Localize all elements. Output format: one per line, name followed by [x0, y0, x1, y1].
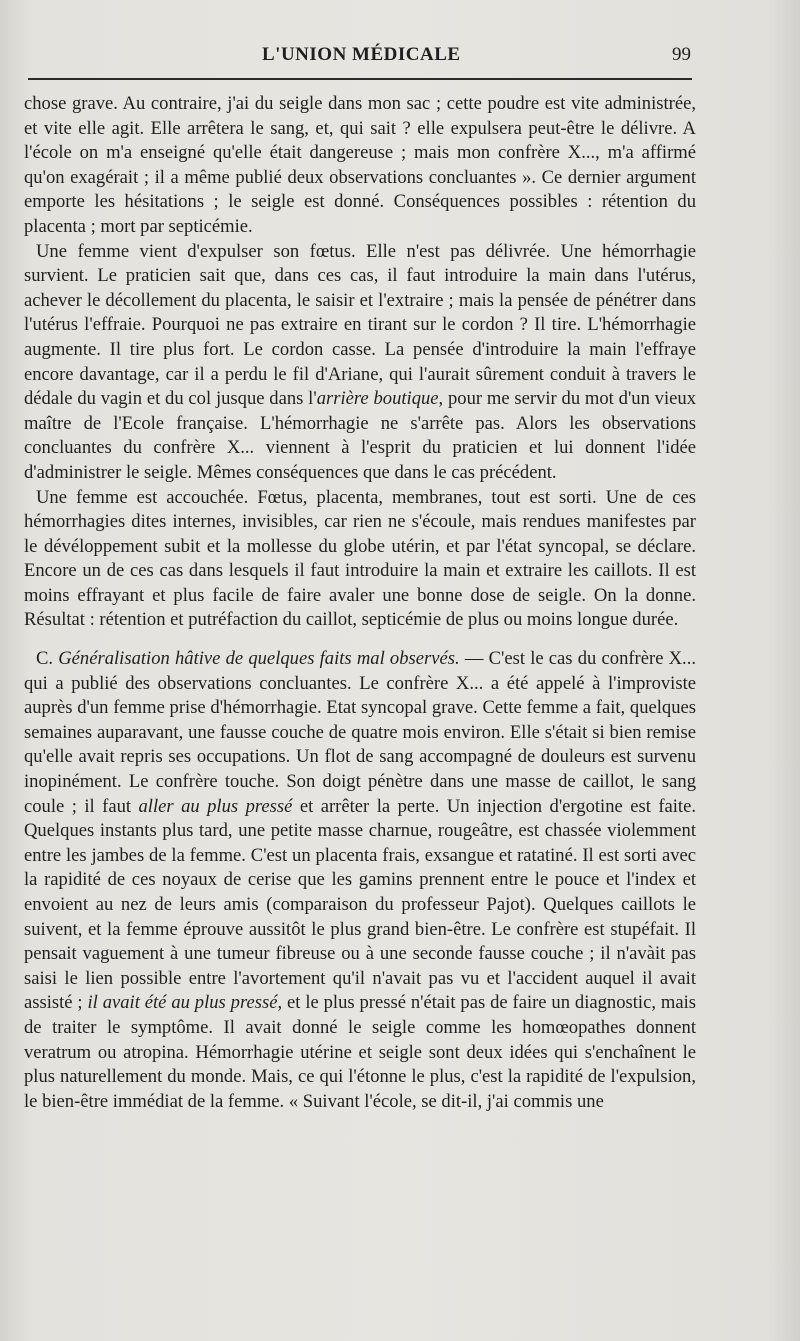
page-number: 99	[672, 44, 691, 65]
section-letter: C.	[36, 648, 59, 670]
paragraph-3-text: Une femme est accouchée. Fœtus, placenta, membranes, tout est sorti. Une de ces hémorrhagies dites internes, invisibles, car rien ne s'écoule, mais rendues manifestes par le dévéloppement subit et la mollesse du globe utérin, et par l'état syncopal, se déclare. Encore un de ces cas dans lesquels il faut introduire la main et extraire les caillots. Il est moins effrayant et plus facile de faire avaler une bonne dose de seigle. On la donne. Résultat : rétention et putréfaction du caillot, septicémie de plus ou moins longue durée.	[24, 486, 696, 631]
paragraph-3	[24, 486, 696, 634]
running-title: L'UNION MÉDICALE	[262, 44, 461, 65]
page-header	[0, 44, 800, 74]
body-text	[24, 92, 696, 1114]
paragraph-2-text-b: , pour me servir du mot d'un vieux maître de l'Ecole française. L'hémorrhagie ne s'arrête pas. Alors les observations concluantes du confrère X... viennent à l'esprit du praticien et lui donnent l'idée d'administrer le seigle. Mêmes conséquences que dans le cas précédent.	[24, 388, 696, 483]
paragraph-4-italic-2: il avait été au plus pressé	[87, 992, 278, 1014]
paragraph-4-text-b: et arrêter la perte. Un injection d'ergotine est faite. Quelques instants plus tard, une petite masse charnue, rougeâtre, est chassée violemment entre les jambes de la femme. C'est un placenta frais, exsangue et ratatiné. Il est sorti avec la rapidité de ces noyaux de cerise que les gamins prennent entre le pouce et l'index et envoient au nez de leurs amis (comparaison du professeur Pajot). Quelques caillots le suivent, et la femme éprouve aussitôt le plus grand bien-être. Le confrère est stupéfait. Il pensait vaguement à une tumeur fibreuse ou à une seconde fausse couche ; il n'avàit pas saisi le lien possible entre l'avortement qu'il n'avait pas vu et l'accident auquel il avait assisté ;	[24, 795, 696, 1014]
paragraph-4-text-c: , et le plus pressé n'était pas de faire un diagnostic, mais de traiter le symptôme. Il avait donné le seigle comme les homœopathes donnent veratrum ou atropina. Hémorrhagie utérine et seigle sont deux idées qui s'enchaînent le plus naturellement du monde. Mais, ce qui l'étonne le plus, c'est la rapidité de l'expulsion, le bien-être immédiat de la femme. « Suivant l'école, se dit-il, j'ai commis une	[24, 992, 696, 1112]
section-heading: Généralisation hâtive de quelques faits mal observés.	[58, 648, 460, 670]
paragraph-1-text: chose grave. Au contraire, j'ai du seigle dans mon sac ; cette poudre est vite administrée, et vite elle agit. Elle arrêtera le sang, et, qui sait ? elle expulsera peut-être le délivre. A l'école on m'a enseigné qu'elle était dangereuse ; mais mon confrère X..., m'a affirmé qu'on exagérait ; il a même publié deux observations concluantes ». Ce dernier argument emporte les hésitations ; le seigle est donné. Conséquences possibles : rétention du placenta ; mort par septicémie.	[24, 93, 696, 237]
paragraph-4	[24, 647, 696, 1114]
paragraph-2-italic: arrière boutique	[316, 388, 439, 410]
paragraph-4-italic-1: aller au plus pressé	[138, 795, 293, 817]
header-rule	[28, 78, 692, 80]
section-spacer	[24, 633, 696, 647]
paragraph-2-text-a: Une femme vient d'expulser son fœtus. Elle n'est pas délivrée. Une hémorrhagie survient. Le praticien sait que, dans ces cas, il faut introduire la main dans l'utérus, achever le décollement du placenta, le saisir et l'extraire ; mais la pensée de pénétrer dans l'utérus l'effraie. Pourquoi ne pas extraire en tirant sur le cordon ? Il tire. L'hémorrhagie augmente. Il tire plus fort. Le cordon casse. La pensée d'introduire la main l'effraye encore davantage, car il a perdu le fil d'Ariane, qui l'aurait sûrement conduit à travers le dédale du vagin et du col jusque dans l'	[24, 240, 696, 410]
paragraph-1	[24, 92, 696, 240]
paragraph-2	[24, 240, 696, 486]
paragraph-4-text-a: — C'est le cas du confrère X... qui a publié des observations concluantes. Le confrère X... a été appelé à l'improviste auprès d'un femme prise d'hémorrhagie. Etat syncopal grave. Cette femme a fait, quelques semaines auparavant, une fausse couche de quatre mois environ. Elle s'était si bien remise qu'elle avait repris ses occupations. Un flot de sang accompagné de douleurs est survenu inopinément. Le confrère touche. Son doigt pénètre dans une masse de caillot, le sang coule ; il faut	[24, 648, 697, 817]
